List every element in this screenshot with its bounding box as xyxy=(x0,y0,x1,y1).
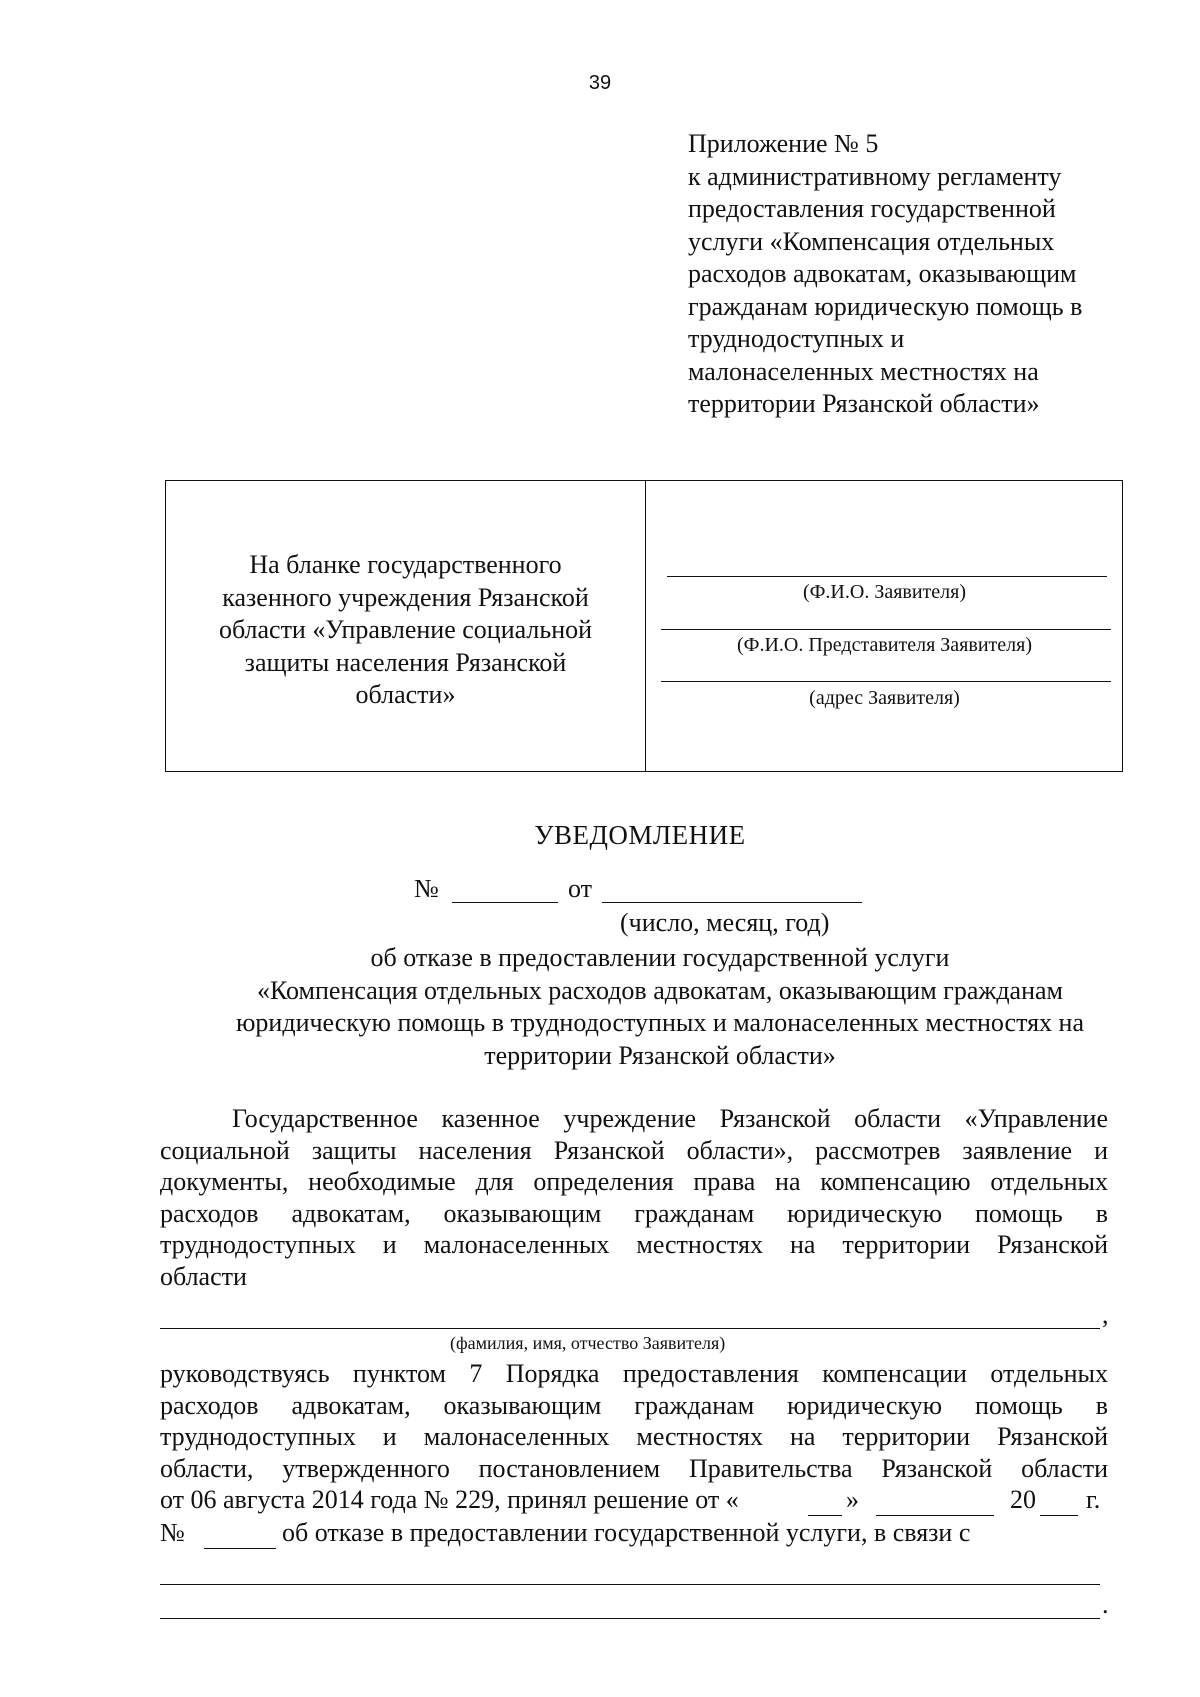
appendix-line: к административному регламенту xyxy=(688,161,1062,191)
appendix-line: малонаселенных местностях на xyxy=(688,356,1039,386)
letterhead-line: На бланке государственного xyxy=(249,550,562,579)
paragraph-line: труднодоступных и малонаселенных местностях на территории Рязанской xyxy=(160,1422,1108,1451)
paragraph-line: области, утвержденного постановлением Правительства Рязанской области xyxy=(160,1453,1108,1483)
appendix-line: территории Рязанской области» xyxy=(688,389,1040,418)
representative-name-line[interactable] xyxy=(661,629,1111,630)
refusal-number-field[interactable] xyxy=(204,1548,276,1549)
decision-day-field[interactable] xyxy=(808,1515,842,1516)
paragraph-line: области xyxy=(160,1261,247,1291)
notice-title: УВЕДОМЛЕНИЕ xyxy=(534,820,746,850)
date-hint: (число, месяц, год) xyxy=(620,908,830,937)
subject-line: юридическую помощь в труднодоступных и малонаселенных местностях на xyxy=(236,1008,1084,1037)
paragraph-line: документы, необходимые для определения права на компенсацию отдельных xyxy=(160,1167,1108,1196)
letterhead-line: защиты населения Рязанской xyxy=(244,647,567,677)
refusal-reason-field-1[interactable] xyxy=(160,1584,1100,1585)
applicant-comma: , xyxy=(1102,1300,1109,1329)
applicant-name-label: (Ф.И.О. Заявителя) xyxy=(802,581,967,603)
representative-name-label: (Ф.И.О. Представителя Заявителя) xyxy=(737,634,1032,656)
paragraph-line: руководствуясь пунктом 7 Порядка предоставления компенсации отдельных xyxy=(160,1359,1108,1388)
header-box xyxy=(165,480,1123,772)
appendix-line: труднодоступных и xyxy=(688,324,905,353)
letterhead-line: казенного учреждения Рязанской xyxy=(222,582,589,612)
final-period: . xyxy=(1102,1590,1109,1619)
applicant-fullname-hint: (фамилия, имя, отчество Заявителя) xyxy=(450,1333,726,1353)
applicant-fullname-field[interactable] xyxy=(160,1328,1100,1329)
appendix-line: расходов адвокатам, оказывающим xyxy=(688,259,1077,288)
subject-line: территории Рязанской области» xyxy=(484,1040,836,1070)
page-number: 39 xyxy=(588,72,612,94)
letterhead-line: области» xyxy=(355,680,456,709)
body-paragraph-1 xyxy=(160,1103,1108,1292)
subject-line: «Компенсация отдельных расходов адвокатам, оказывающим гражданам xyxy=(256,975,1063,1005)
decision-year-prefix: 20 xyxy=(1010,1485,1036,1514)
refusal-number-sign: № xyxy=(160,1518,185,1547)
appendix-line: услуги «Компенсация отдельных xyxy=(688,226,1055,256)
applicant-address-label: (адрес Заявителя) xyxy=(809,687,960,709)
decision-line-text: от 06 августа 2014 года № 229, принял решение от « xyxy=(160,1485,739,1514)
notice-date-field[interactable] xyxy=(602,902,862,903)
body-paragraph-2 xyxy=(160,1358,1108,1484)
applicant-address-line[interactable] xyxy=(661,681,1111,682)
paragraph-line: расходов адвокатам, оказывающим гражданам юридическую помощь в xyxy=(160,1198,1108,1228)
appendix-header xyxy=(688,128,1158,421)
addressee-block xyxy=(645,481,1124,771)
decision-year-field[interactable] xyxy=(1040,1515,1078,1516)
decision-month-field[interactable] xyxy=(876,1515,994,1516)
refusal-reason-field-2[interactable] xyxy=(160,1618,1100,1619)
notice-from-word: от xyxy=(568,874,593,903)
paragraph-line: Государственное казенное учреждение Рязанской области «Управление xyxy=(232,1104,1108,1133)
notice-number-field[interactable] xyxy=(452,902,558,903)
paragraph-line: социальной защиты населения Рязанской области», рассмотрев заявление и xyxy=(160,1135,1108,1165)
letterhead-line: области «Управление социальной xyxy=(218,615,593,644)
appendix-line: предоставления государственной xyxy=(688,194,1056,223)
notice-number-sign: № xyxy=(414,874,439,903)
decision-quote-close: » xyxy=(846,1485,859,1514)
decision-year-suffix: г. xyxy=(1086,1485,1101,1514)
applicant-name-line[interactable] xyxy=(667,576,1107,577)
refusal-reason-text: об отказе в предоставлении государственной услуги, в связи с xyxy=(282,1518,971,1547)
paragraph-line: труднодоступных и малонаселенных местностях на территории Рязанской xyxy=(160,1230,1108,1259)
appendix-line: гражданам юридическую помощь в xyxy=(688,291,1083,321)
letterhead-placeholder xyxy=(166,549,645,712)
appendix-line: Приложение № 5 xyxy=(688,129,879,158)
notice-subject xyxy=(160,942,1160,1072)
paragraph-line: расходов адвокатам, оказывающим гражданам юридическую помощь в xyxy=(160,1390,1108,1420)
subject-line: об отказе в предоставлении государственной услуги xyxy=(370,943,950,972)
